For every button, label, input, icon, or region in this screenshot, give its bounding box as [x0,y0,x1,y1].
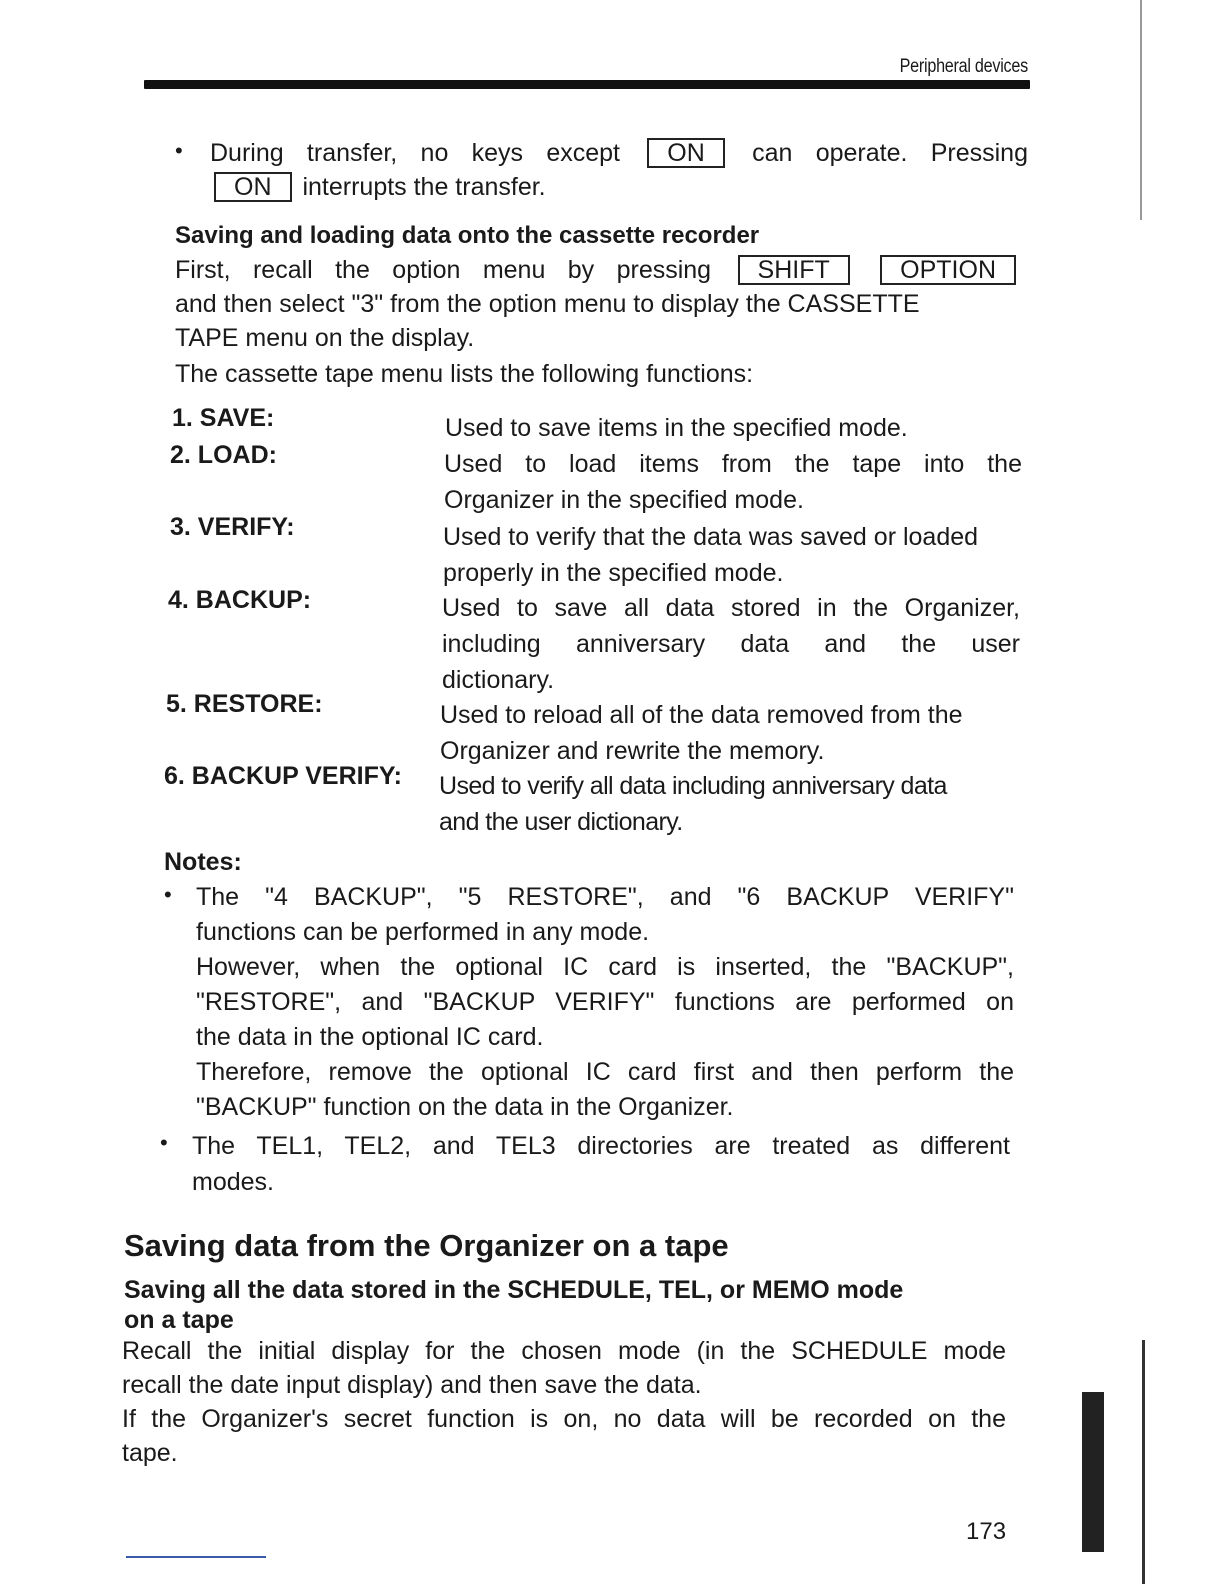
function-label: 1. SAVE: [172,404,275,432]
function-desc: Used to load items from the tape into the Organizer in the specified mode. [444,450,1022,514]
bullet-dot: • [175,138,183,163]
scan-edge-line [1140,0,1142,220]
function-desc: Used to verify all data including anniversary data and the user dictionary. [439,772,947,836]
bullet-dot: • [164,882,172,907]
intro-bullet-line1: During transfer, no keys except ON can operate. Pressing [210,139,1028,167]
cassette-line1: First, recall the option menu by pressing SHIFT OPTION [175,253,1020,287]
scan-footer-line [126,1556,266,1558]
scan-edge-line [1142,1340,1145,1584]
on-key: ON [647,138,725,168]
on-key: ON [214,172,292,202]
function-desc: Used to save all data stored in the Organizer, including anniversary data and the user dictionary. [442,594,1020,694]
header-rule [144,80,1030,89]
section-title: Saving data from the Organizer on a tape [124,1228,729,1263]
function-label: 4. BACKUP: [168,586,312,614]
cassette-line3: TAPE menu on the display. [175,324,475,352]
notes-heading: Notes: [164,848,242,876]
option-key: OPTION [880,255,1016,285]
cassette-line2: and then select "3" from the option menu to display the CASSETTE [175,290,920,318]
function-label: 2. LOAD: [170,441,277,469]
function-label: 6. BACKUP VERIFY: [164,762,403,790]
bullet-dot: • [160,1130,168,1155]
intro-bullet-line2: ON interrupts the transfer. [210,170,546,204]
function-label: 3. VERIFY: [170,513,295,541]
running-header: Peripheral devices [899,56,1028,77]
function-desc: Used to save items in the specified mode. [445,414,908,442]
section-subtitle: Saving all the data stored in the SCHEDULE, TEL, or MEMO mode on a tape [124,1276,904,1334]
function-label: 5. RESTORE: [166,690,323,718]
function-desc: Used to reload all of the data removed from the Organizer and rewrite the memory. [440,701,963,765]
saving-paragraph: Recall the initial display for the chosen mode (in the SCHEDULE mode recall the date input display) and then save the data. If the Organizer's secret function is on, no data will be recorded on the tape. [122,1337,1006,1467]
shift-key: SHIFT [738,255,850,285]
cassette-line4: The cassette tape menu lists the following functions: [175,360,754,388]
cassette-heading: Saving and loading data onto the cassette recorder [175,222,760,249]
chapter-tab-mark [1082,1392,1104,1552]
note-1: The "4 BACKUP", "5 RESTORE", and "6 BACKUP VERIFY" functions can be performed in any mode. However, when the optional IC card is inserted, the "BACKUP", "RESTORE", and "BACKUP VERIFY" functions are performed on the data in the optional IC card. Therefore, remove the optional IC card first and then perform the "BACKUP" function on the data in the Organizer. [196,883,1014,1121]
page-number: 173 [966,1518,1007,1545]
note-2: The TEL1, TEL2, and TEL3 directories are treated as different modes. [192,1132,1010,1196]
function-desc: Used to verify that the data was saved or loaded properly in the specified mode. [443,523,979,587]
